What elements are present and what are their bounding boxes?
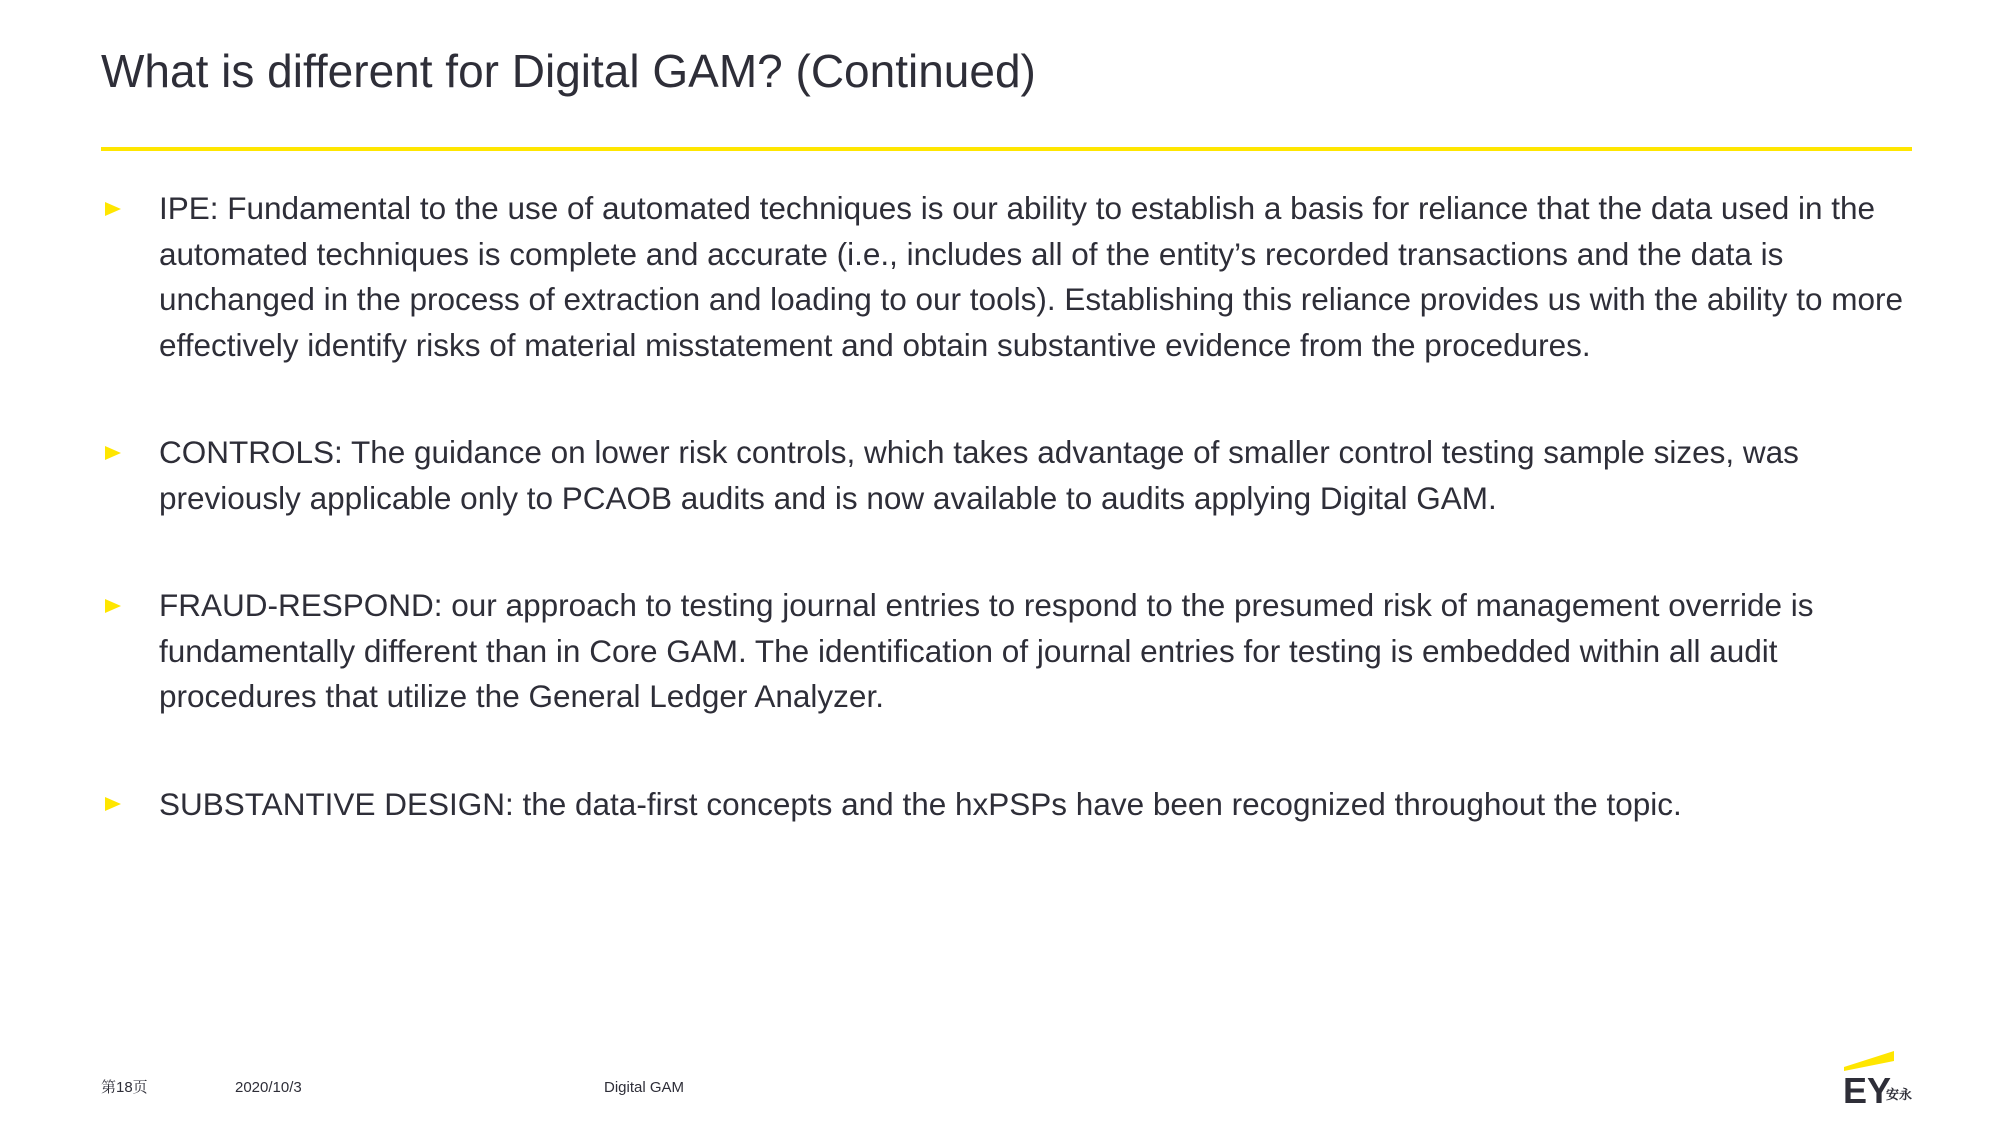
triangle-right-icon [104, 583, 126, 629]
bullet-item-controls [101, 430, 1916, 521]
bullet-text: SUBSTANTIVE DESIGN: the data-first concepts and the hxPSPs have been recognized throughout the topic. [159, 785, 1682, 822]
svg-text:安永: 安永 [1886, 1088, 1913, 1103]
svg-text:EY: EY [1843, 1070, 1892, 1105]
footer-date: 2020/10/3 [235, 1079, 302, 1096]
bullet-item-substantive-design [101, 782, 1916, 828]
bullet-item-fraud-respond [101, 583, 1916, 720]
footer-page-number: 第18页 [101, 1079, 148, 1096]
triangle-right-icon [104, 430, 126, 476]
slide-title: What is different for Digital GAM? (Continued) [101, 45, 1036, 97]
footer-label: Digital GAM [604, 1079, 685, 1096]
triangle-right-icon [104, 186, 126, 232]
triangle-right-icon [104, 782, 126, 828]
bullet-item-ipe [101, 186, 1916, 368]
bullet-text: FRAUD-RESPOND: our approach to testing journal entries to respond to the presumed risk of management override is fundamentally different than in Core GAM. The identification of journal entries for testing is embedded within all audit procedures that utilize the General Ledger Analyzer. [159, 587, 1814, 714]
bullet-text: CONTROLS: The guidance on lower risk controls, which takes advantage of smaller control testing sample sizes, was previously applicable only to PCAOB audits and is now available to audits applying Digital GAM. [159, 434, 1799, 516]
ey-logo-icon [1842, 1047, 1914, 1105]
title-divider [101, 147, 1912, 151]
bullet-list [101, 186, 1916, 827]
bullet-text: IPE: Fundamental to the use of automated techniques is our ability to establish a basis for reliance that the data used in the automated techniques is complete and accurate (i.e., includes all of the entity’s recorded transactions and the data is unchanged in the process of extraction and loading to our tools). Establishing this reliance provides us with the ability to more effectively identify risks of material misstatement and obtain substantive evidence from the procedures. [159, 190, 1903, 363]
